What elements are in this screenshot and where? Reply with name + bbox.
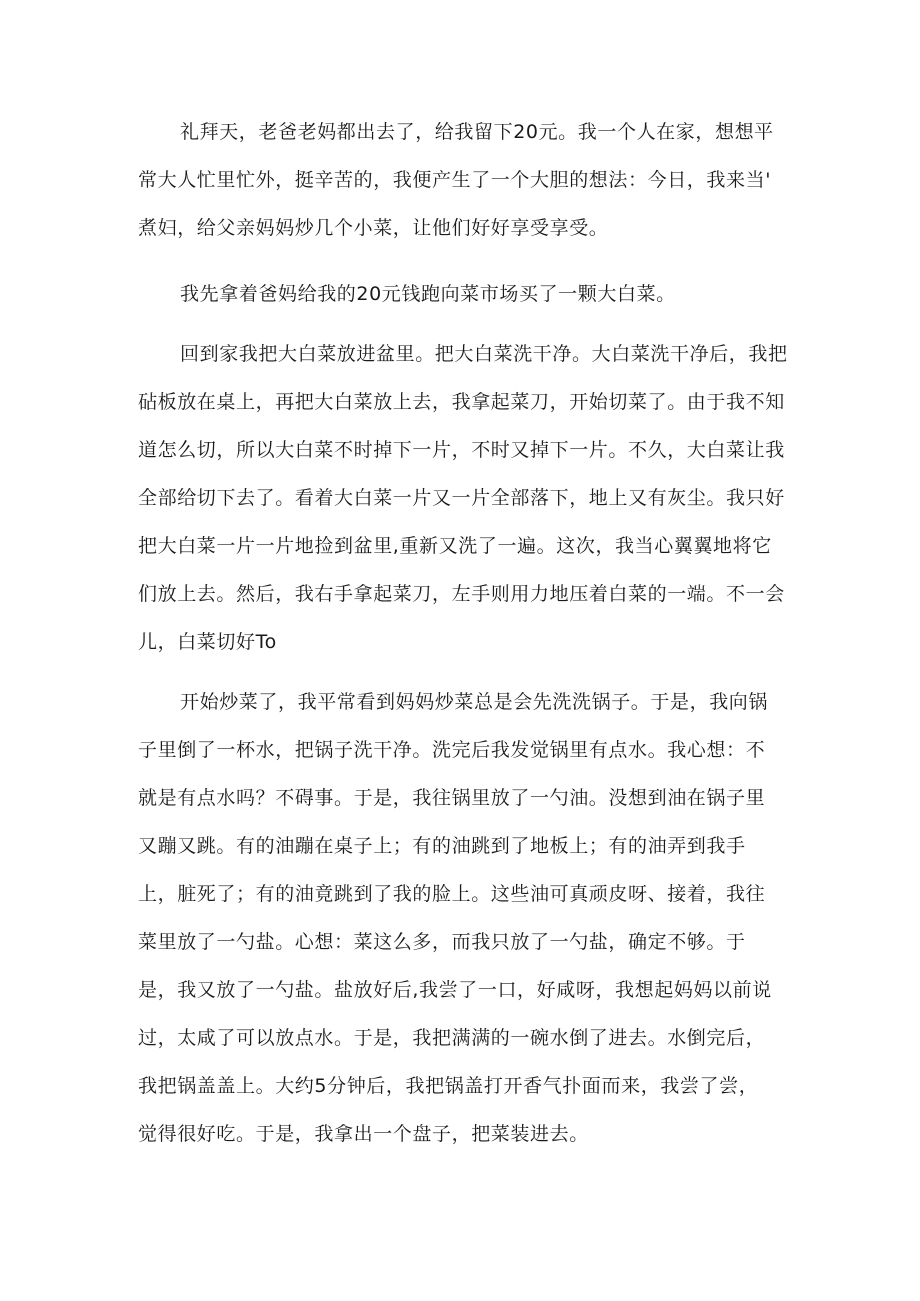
paragraph-4-line-1: 开始炒菜了，我平常看到妈妈炒菜总是会先洗洗锅子。于是，我向锅 <box>180 691 769 713</box>
paragraph-1-line-1: 礼拜天，老爸老妈都出去了，给我留下20元。我一个人在家，想想平 <box>180 121 774 143</box>
paragraph-3-line-7: 儿，白菜切好To <box>138 631 277 653</box>
paragraph-3-line-2: 砧板放在桌上，再把大白菜放上去，我拿起菜刀，开始切菜了。由于我不知 <box>138 391 785 413</box>
paragraph-4-line-3: 就是有点水吗？不碍事。于是，我往锅里放了一勺油。没想到油在锅子里 <box>138 787 766 809</box>
paragraph-1-line-3: 煮妇，给父亲妈妈炒几个小菜，让他们好好享受享受。 <box>138 217 609 239</box>
paragraph-3-line-5: 把大白菜一片一片地捡到盆里,重新又洗了一遍。这次，我当心翼翼地将它 <box>138 535 772 557</box>
paragraph-2-line-1: 我先拿着爸妈给我的20元钱跑向菜市场买了一颗大白菜。 <box>180 283 676 305</box>
paragraph-4-line-7: 是，我又放了一勺盐。盐放好后,我尝了一口，好咸呀，我想起妈妈以前说 <box>138 979 772 1001</box>
paragraph-3-line-4: 全部给切下去了。看着大白菜一片又一片全部落下，地上又有灰尘。我只好 <box>138 487 785 509</box>
paragraph-4-line-6: 菜里放了一勺盐。心想：菜这么多，而我只放了一勺盐，确定不够。于 <box>138 931 746 953</box>
paragraph-4-line-4: 又蹦又跳。有的油蹦在桌子上；有的油跳到了地板上；有的油弄到我手 <box>138 835 746 857</box>
paragraph-1-line-2: 常大人忙里忙外，挺辛苦的，我便产生了一个大胆的想法：今日，我来当' <box>138 169 772 191</box>
paragraph-3-line-6: 们放上去。然后，我右手拿起菜刀，左手则用力地压着白菜的一端。不一会 <box>138 583 785 605</box>
paragraph-4-line-2: 子里倒了一杯水，把锅子洗干净。洗完后我发觉锅里有点水。我心想：不 <box>138 739 766 761</box>
paragraph-3-line-3: 道怎么切，所以大白菜不时掉下一片，不时又掉下一片。不久，大白菜让我 <box>138 439 785 461</box>
paragraph-4-line-10: 觉得很好吃。于是，我拿出一个盘子，把菜装进去。 <box>138 1123 589 1145</box>
paragraph-4-line-8: 过，太咸了可以放点水。于是，我把满满的一碗水倒了进去。水倒完后， <box>138 1027 766 1049</box>
paragraph-4-line-5: 上，脏死了；有的油竟跳到了我的脸上。这些油可真顽皮呀、接着，我往 <box>138 883 766 905</box>
paragraph-4-line-9: 我把锅盖盖上。大约5分钟后，我把锅盖打开香气扑面而来，我尝了尝， <box>138 1075 759 1097</box>
paragraph-3-line-1: 回到家我把大白菜放进盆里。把大白菜洗干净。大白菜洗干净后，我把 <box>180 343 788 365</box>
